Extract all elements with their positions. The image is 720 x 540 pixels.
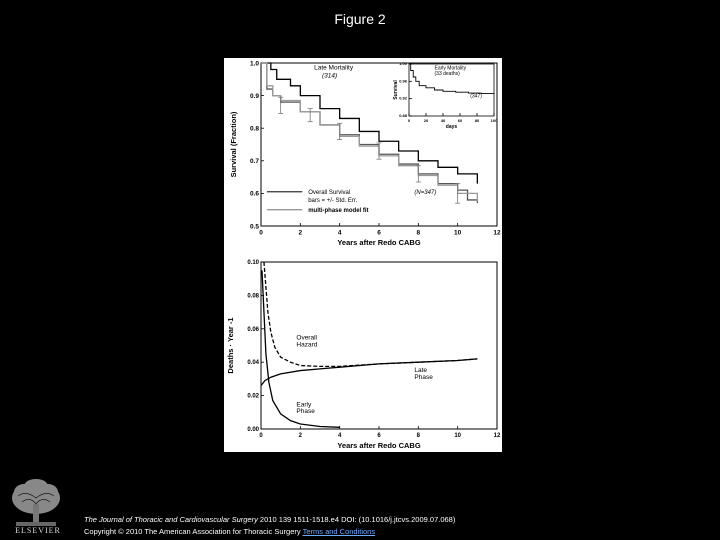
survival-annotation-late-n: (314) [321,72,338,80]
figure-panel [224,58,502,452]
survival-series-1 [261,63,477,203]
hazard-y-tick-label: 0.06 [247,326,259,333]
hazard-x-tick-label: 4 [337,433,342,439]
inset-title: Early Mortality [434,65,467,72]
journal-name: The Journal of Thoracic and Cardiovascular Surgery [84,515,258,524]
hazard-x-tick-label: 12 [493,433,501,439]
citation-text: 2010 139 1511-1518.e4 DOI: (10.1016/j.jtcvs.2009.07.068) [257,515,456,524]
inset-x-tick-label: 60 [457,118,463,123]
hazard-x-tick-label: 0 [259,433,263,439]
hazard-label-early: Early [296,401,312,409]
survival-y-axis-label: Survival (Fraction) [229,111,238,178]
hazard-label-overall: Overall [296,334,317,342]
survival-x-axis-label: Years after Redo CABG [337,238,421,247]
citation-line [84,514,455,526]
survival-y-tick-label: 0.7 [249,158,259,166]
survival-x-tick-label: 12 [493,229,501,237]
hazard-x-tick-label: 2 [298,433,303,439]
survival-y-tick-label: 1.0 [249,60,259,68]
legend-bars: bars = +/- Std. Err. [308,197,358,204]
hazard-label-late-2: Phase [414,373,433,381]
inset-y-tick-label: 0.92 [399,95,407,101]
legend-model: multi-phase model fit [308,207,369,214]
hazard-label-overall-2: Hazard [296,341,318,349]
survival-annotation-late: Late Mortality [314,64,354,72]
survival-x-tick-label: 10 [454,229,462,237]
inset-x-tick-label: 80 [474,118,480,123]
survival-y-tick-label: 0.8 [249,125,259,133]
survival-x-tick-label: 4 [337,229,342,237]
copyright-line [84,526,455,538]
hazard-label-late: Late [414,367,428,375]
hazard-y-tick-label: 0.08 [247,293,259,300]
inset-x-axis-label: days [445,124,458,130]
hazard-y-tick-label: 0.00 [247,427,259,433]
hazard-x-tick-label: 6 [377,433,381,439]
legend-overall: Overall Survival [308,190,351,197]
inset-y-tick-label: 0.96 [399,78,407,84]
hazard-label-early-2: Phase [296,408,315,416]
figure-svg [224,58,502,452]
legend-overall-n: (N=347) [414,190,437,197]
hazard-y-tick-label: 0.02 [247,393,259,400]
hazard-y-tick-label: 0.04 [247,360,259,367]
hazard-x-tick-label: 10 [454,433,462,439]
survival-x-tick-label: 2 [298,229,303,237]
survival-y-tick-label: 0.5 [249,223,259,231]
hazard-x-axis-label: Years after Redo CABG [337,441,421,450]
hazard-series-0 [264,262,477,366]
hazard-y-axis-label: Deaths · Year -1 [226,317,235,374]
survival-series-2 [261,63,477,202]
inset-y-axis-label: Survival [393,80,399,100]
survival-x-tick-label: 6 [377,229,381,237]
copyright-text: Copyright © 2010 The American Association for Thoracic Surgery [84,527,301,536]
inset-subtitle: (33 deaths) [434,70,460,77]
inset-annotation-n: (347) [470,93,482,100]
footer [84,514,455,538]
hazard-x-tick-label: 8 [416,433,421,439]
inset-x-tick-label: 0 [407,118,411,123]
publisher-logo-text: ELSEVIER [15,526,61,535]
terms-link[interactable]: Terms and Conditions [302,527,376,536]
survival-y-tick-label: 0.9 [249,92,259,100]
inset-x-tick-label: 100 [490,118,498,123]
hazard-y-tick-label: 0.10 [247,260,259,266]
inset-x-tick-label: 20 [423,118,429,123]
survival-x-tick-label: 0 [259,229,263,237]
inset-x-tick-label: 40 [440,118,446,123]
survival-y-tick-label: 0.6 [249,190,259,198]
inset-y-tick-label: 0.88 [399,113,407,118]
slide-title: Figure 2 [334,11,386,27]
survival-x-tick-label: 8 [416,229,421,237]
inset-y-tick-label: 1.00 [399,61,407,66]
